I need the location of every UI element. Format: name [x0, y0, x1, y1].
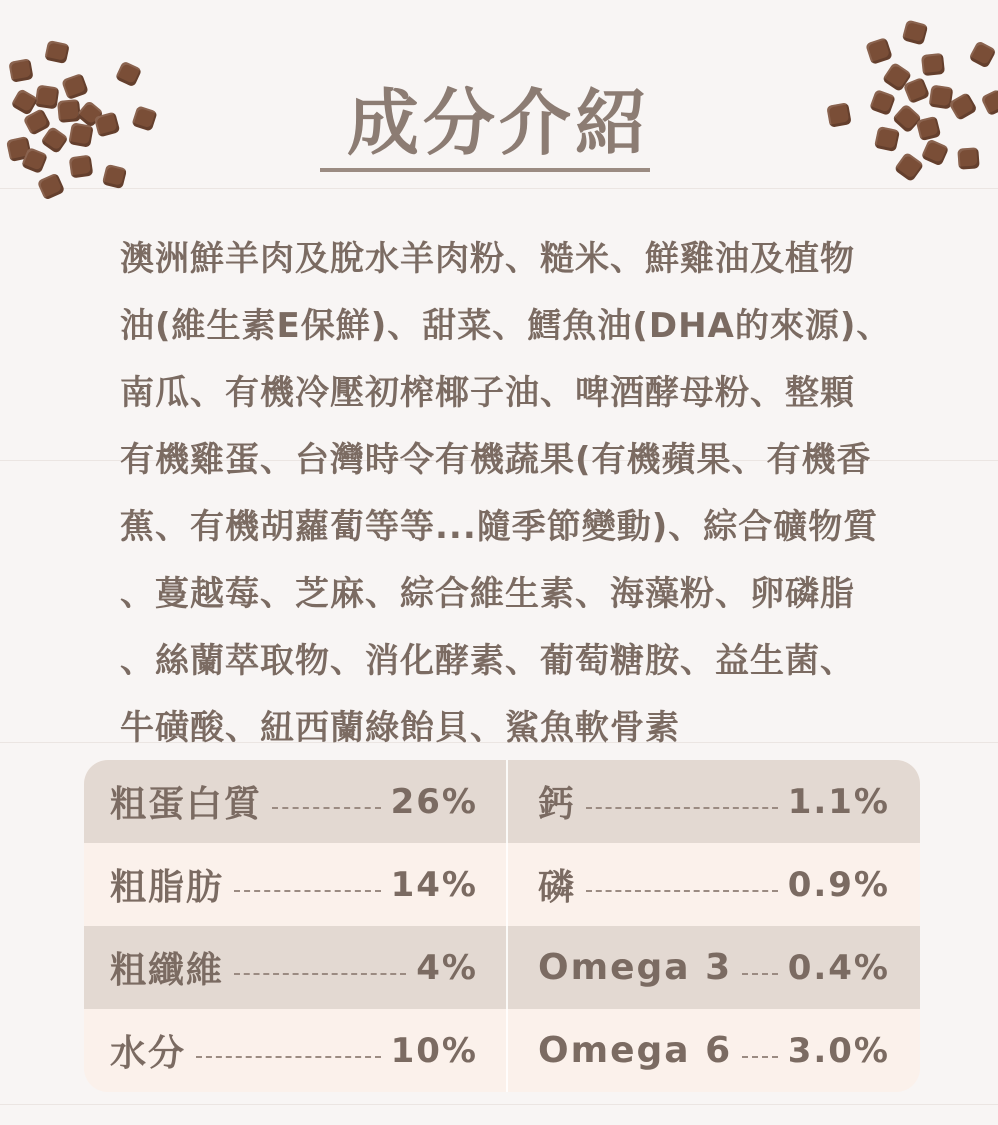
ingredients-line: 蕉、有機胡蘿蔔等等...隨季節變動)、綜合礦物質	[120, 507, 879, 547]
nutrient-value: 4%	[416, 947, 478, 988]
ingredients-line: 牛磺酸、紐西蘭綠飴貝、鯊魚軟骨素	[120, 708, 680, 748]
ingredients-list	[120, 226, 892, 762]
column-divider	[506, 760, 508, 1092]
nutrition-row	[84, 843, 920, 926]
dotted-leader	[196, 1056, 381, 1058]
kibble-icon	[37, 172, 66, 200]
nutrient-value: 10%	[390, 1030, 478, 1071]
nutrient-value: 26%	[390, 781, 478, 822]
ingredients-line: 、絲蘭萃取物、消化酵素、葡萄糖胺、益生菌、	[120, 641, 855, 681]
dotted-leader	[234, 973, 406, 975]
nutrient-value: 3.0%	[787, 1030, 890, 1071]
nutrition-cell	[538, 760, 890, 843]
kibble-icon	[968, 40, 996, 68]
nutrient-value: 14%	[390, 864, 478, 905]
background-plank-line	[0, 188, 998, 189]
title-underline	[320, 168, 650, 172]
ingredients-line: 、蔓越莓、芝麻、綜合維生素、海藻粉、卵磷脂	[120, 574, 855, 614]
nutrition-row	[84, 926, 920, 1009]
background-plank-line	[0, 1104, 998, 1105]
ingredients-line: 油(維生素E保鮮)、甜菜、鱈魚油(DHA的來源)、	[120, 306, 892, 346]
kibble-icon	[902, 20, 929, 46]
ingredients-line: 南瓜、有機冷壓初榨椰子油、啤酒酵母粉、整顆	[120, 373, 855, 413]
ingredients-line: 有機雞蛋、台灣時令有機蔬果(有機蘋果、有機香	[120, 440, 872, 480]
nutrition-cell	[538, 843, 890, 926]
nutrition-cell	[110, 1009, 478, 1092]
ingredients-line: 澳洲鮮羊肉及脫水羊肉粉、糙米、鮮雞油及植物	[120, 239, 855, 279]
page-title: 成分介紹	[346, 81, 651, 165]
kibble-icon	[44, 40, 70, 64]
nutrient-name: 水分	[110, 1033, 187, 1074]
nutrition-table	[84, 760, 920, 1092]
nutrient-name: 磷	[538, 867, 577, 908]
dotted-leader	[586, 807, 778, 809]
dotted-leader	[742, 973, 778, 975]
dotted-leader	[742, 1056, 778, 1058]
nutrition-cell	[538, 1009, 890, 1092]
kibble-icon	[921, 53, 945, 76]
nutrient-name: 鈣	[538, 784, 577, 825]
kibble-icon	[865, 37, 893, 65]
nutrition-cell	[110, 926, 478, 1009]
dotted-leader	[586, 890, 778, 892]
nutrition-cell	[538, 926, 890, 1009]
nutrient-name: 粗纖維	[110, 950, 225, 991]
nutrient-value: 0.9%	[787, 864, 890, 905]
dotted-leader	[234, 890, 381, 892]
nutrient-value: 0.4%	[787, 947, 890, 988]
nutrient-value: 1.1%	[787, 781, 890, 822]
nutrient-name: 粗蛋白質	[110, 784, 263, 825]
nutrition-row	[84, 760, 920, 843]
nutrient-name: Omega 6	[538, 1030, 733, 1071]
nutrition-cell	[110, 843, 478, 926]
dotted-leader	[272, 807, 381, 809]
nutrition-cell	[110, 760, 478, 843]
nutrient-name: 粗脂肪	[110, 867, 225, 908]
nutrition-row	[84, 1009, 920, 1092]
nutrient-name: Omega 3	[538, 947, 733, 988]
